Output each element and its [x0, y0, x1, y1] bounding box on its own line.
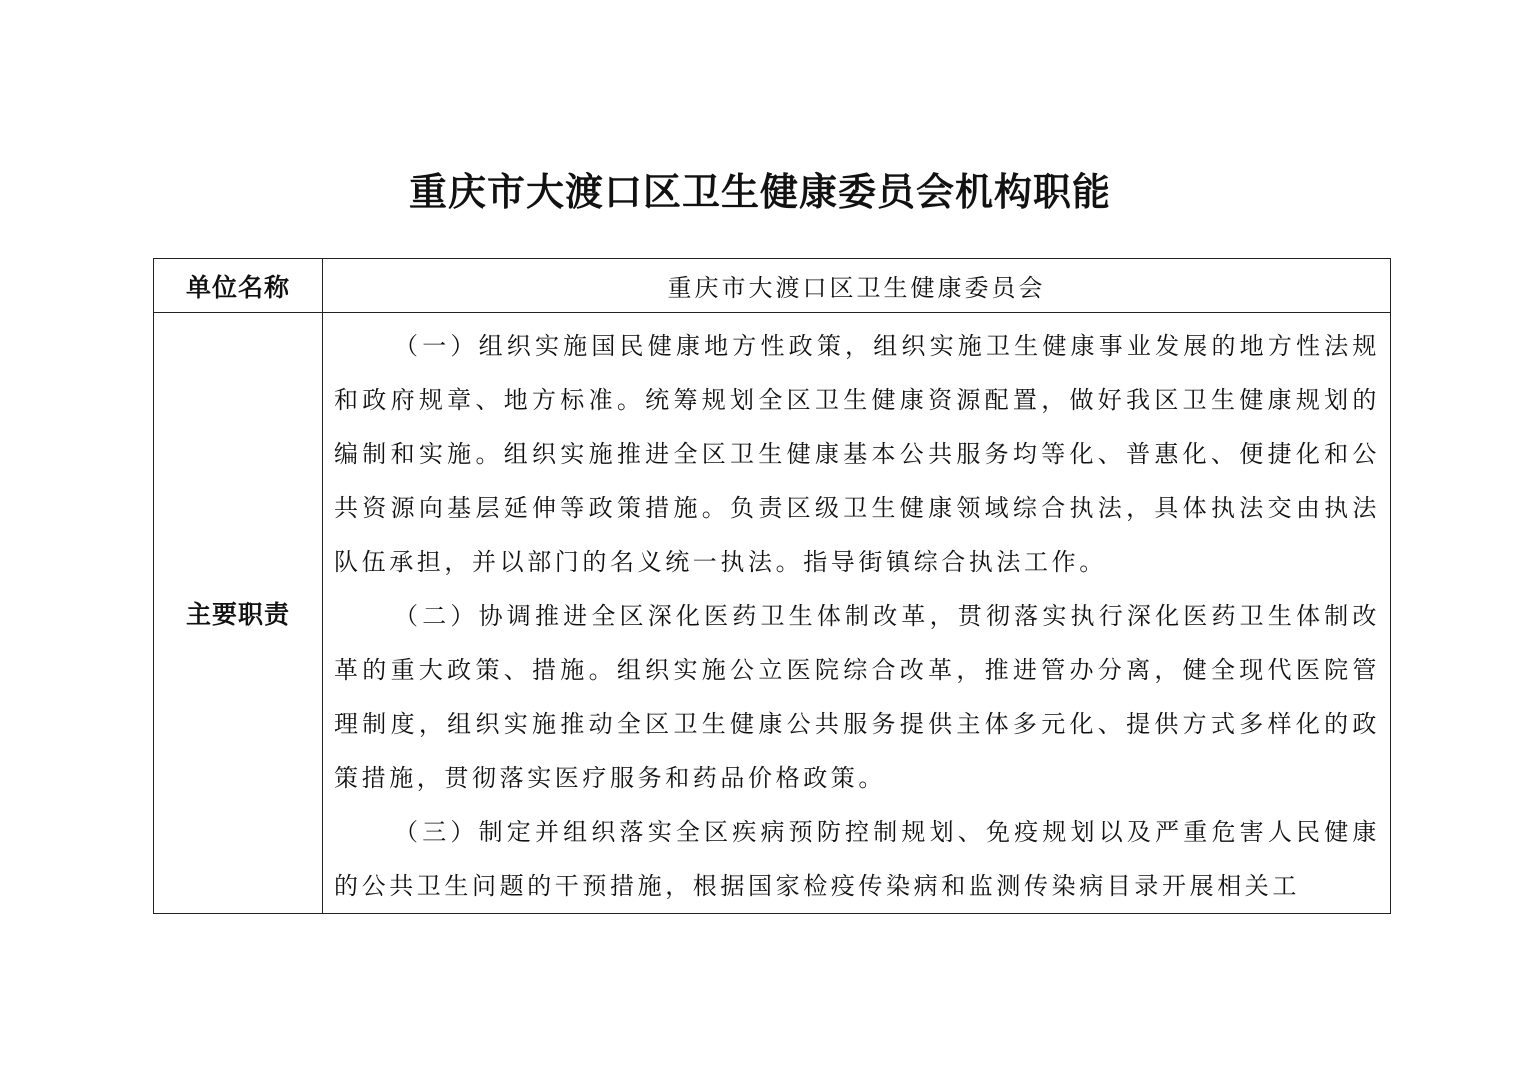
duty-paragraph-3: （三）制定并组织落实全区疾病预防控制规划、免疫规划以及严重危害人民健康的公共卫生问题的干预措施，根据国家检疫传染病和监测传染病目录开展相关工: [334, 818, 1380, 900]
unit-name-value: 重庆市大渡口区卫生健康委员会: [323, 259, 1391, 313]
duty-paragraph-1: （一）组织实施国民健康地方性政策，组织实施卫生健康事业发展的地方性法规和政府规章、地方标准。统筹规划全区卫生健康资源配置，做好我区卫生健康规划的编制和实施。组织实施推进全区卫生健康基本公共服务均等化、普惠化、便捷化和公共资源向基层延伸等政策措施。负责区级卫生健康领域综合执法，具体执法交由执法队伍承担，并以部门的名义统一执法。指导街镇综合执法工作。: [334, 332, 1380, 576]
main-duties-row: [154, 313, 1391, 914]
duty-paragraph-2: （二）协调推进全区深化医药卫生体制改革，贯彻落实执行深化医药卫生体制改革的重大政策、措施。组织实施公立医院综合改革，推进管办分离，健全现代医院管理制度，组织实施推动全区卫生健康公共服务提供主体多元化、提供方式多样化的政策措施，贯彻落实医疗服务和药品价格政策。: [334, 602, 1380, 792]
document-title: 重庆市大渡口区卫生健康委员会机构职能: [408, 169, 1111, 214]
main-duties-label: 主要职责: [154, 313, 323, 914]
duties-text-area: [334, 319, 1380, 907]
unit-name-label: 单位名称: [154, 259, 323, 313]
unit-name-row: [154, 259, 1391, 313]
institution-info-table: [153, 258, 1391, 914]
main-duties-content: [323, 313, 1391, 914]
